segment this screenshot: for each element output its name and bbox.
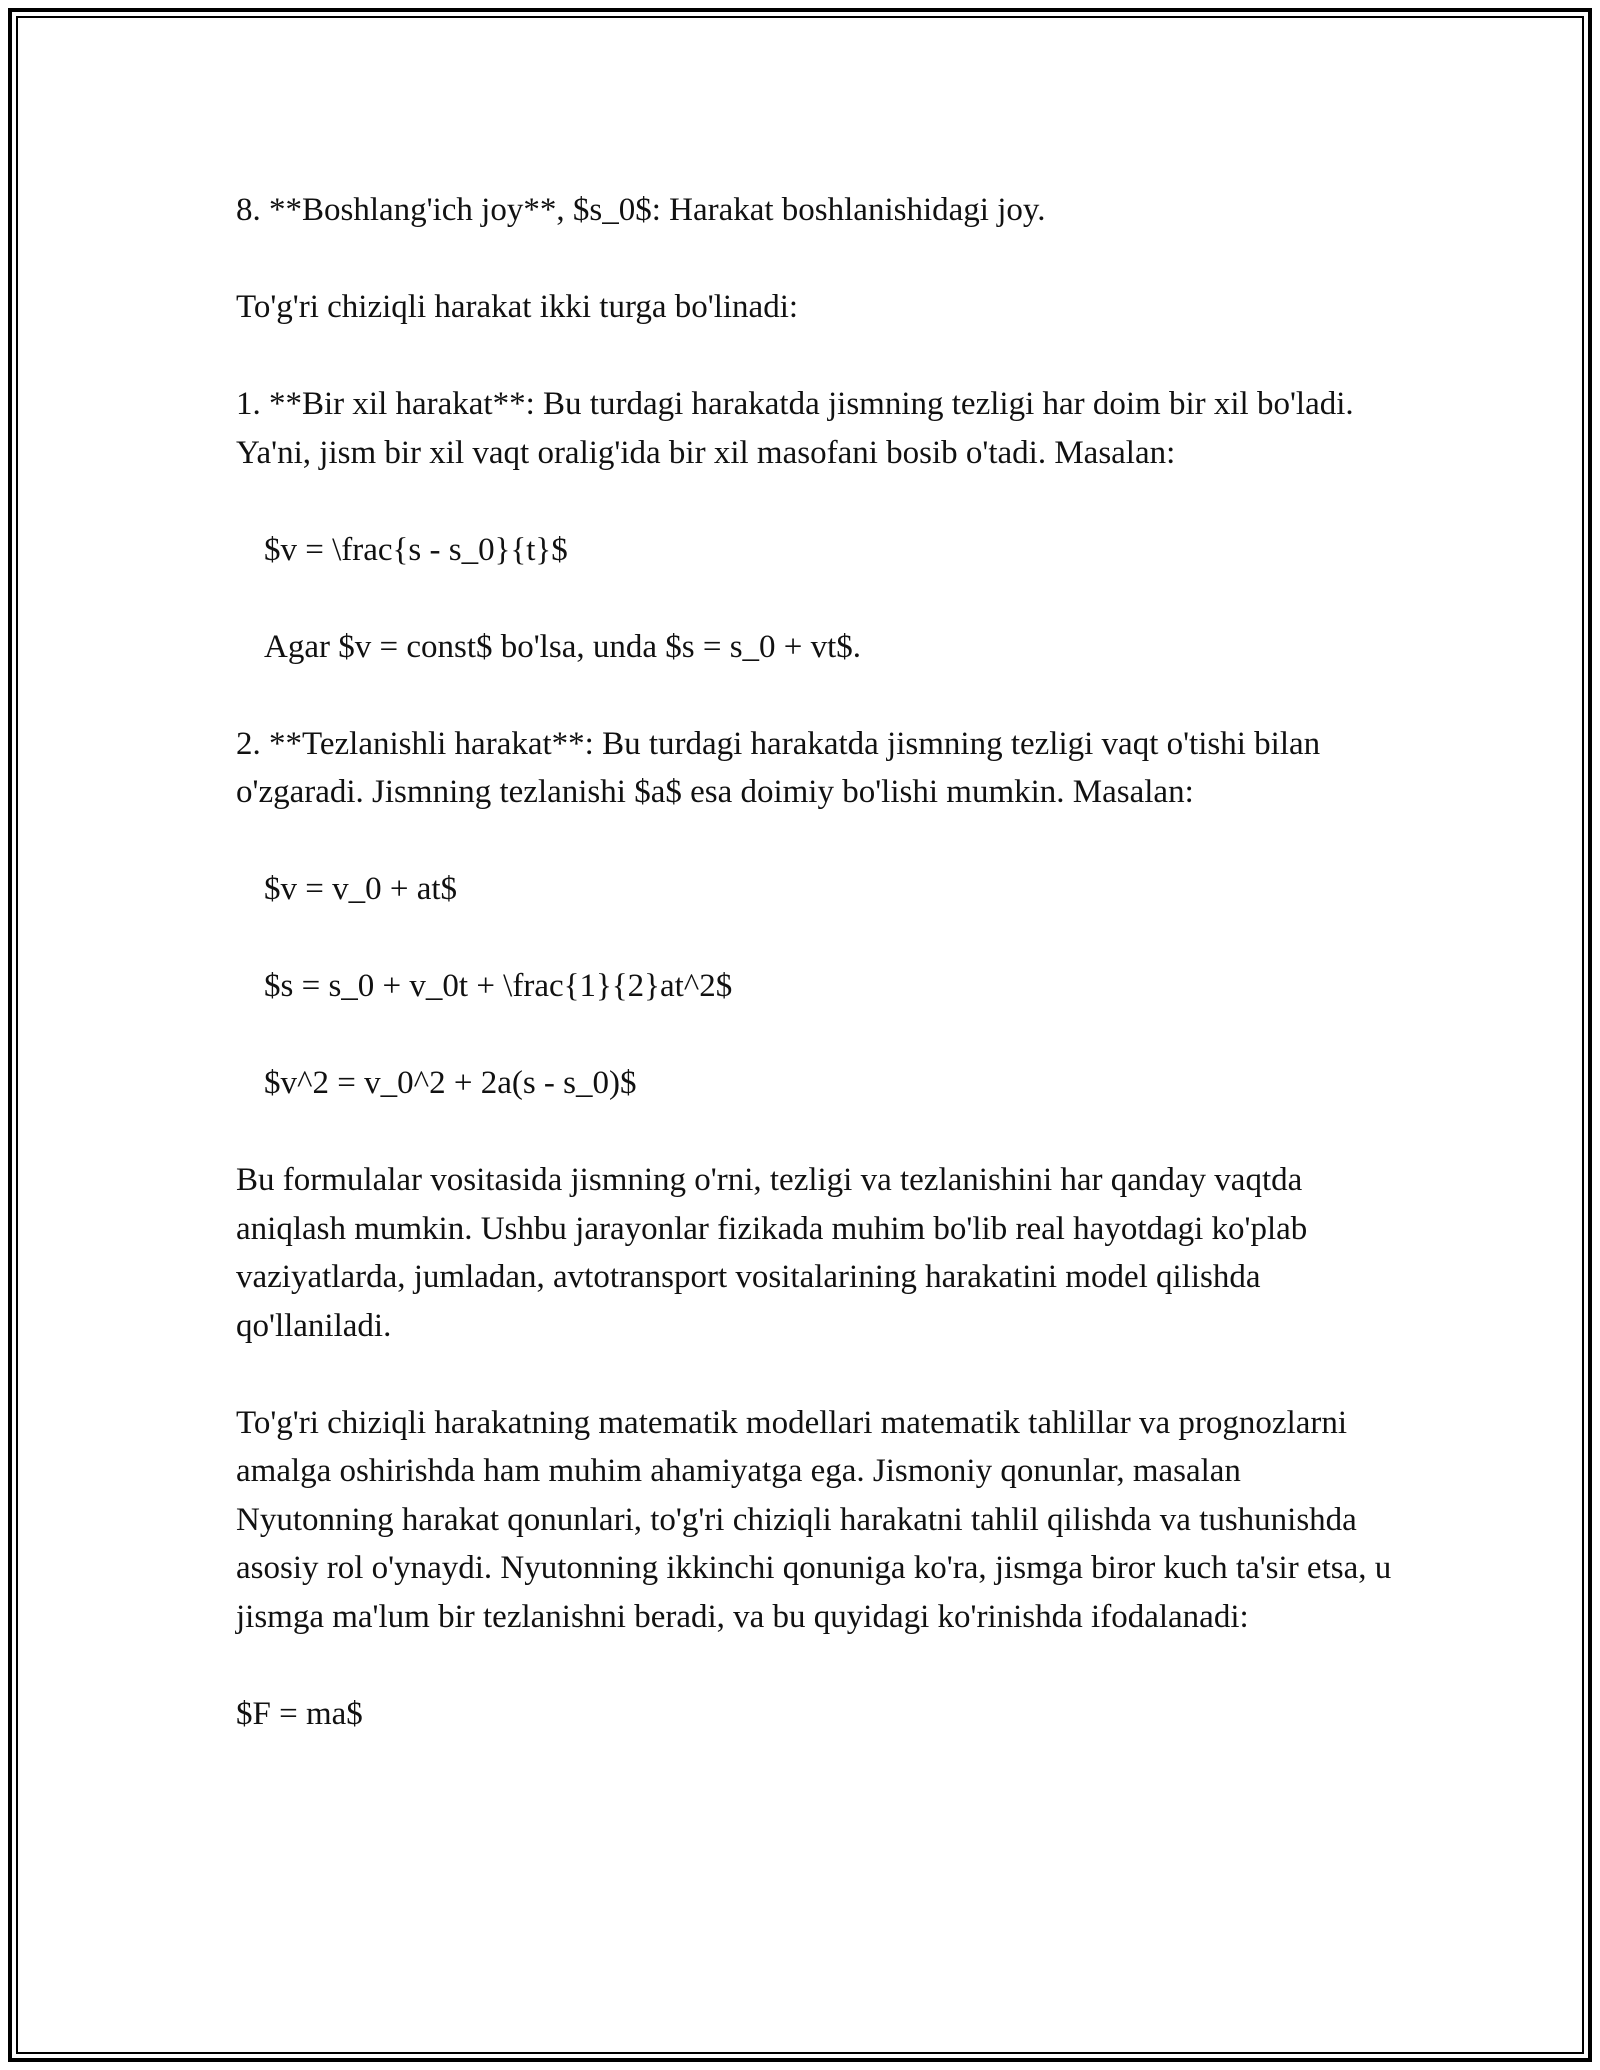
formula-position-accelerated: $s = s_0 + v_0t + \frac{1}{2}at^2$ (264, 968, 733, 1004)
paragraph-newton-laws: To'g'ri chiziqli harakatning matematik modellari matematik tahlillar va prognozlarni amalga oshirishda ham muhim ahamiyatga ega. Jismoniy qonunlar, masalan Nyutonning harakat qonunlari, to'g'ri chiziqli harakatni tahlil qilishda va tushunishda asosiy rol o'ynaydi. Nyutonning ikkinchi qonuniga ko'ra, jismga biror kuch ta'sir etsa, u jismga ma'lum bir tezlanishni beradi, va bu quyidagi ko'rinishda ifodalanadi: (236, 1404, 1392, 1635)
paragraph-formula-usage: Bu formulalar vositasida jismning o'rni, tezligi va tezlanishini har qanday vaqtda aniqlash mumkin. Ushbu jarayonlar fizikada muhim bo'lib real hayotdagi ko'plab vaziyatlarda, jumladan, avtotransport vositalarining harakatini model qilishda qo'llaniladi. (236, 1162, 1308, 1344)
paragraph-accelerated-motion: 2. **Tezlanishli harakat**: Bu turdagi harakatda jismning tezligi vaqt o'tishi bilan o'zgaradi. Jismning tezlanishi $a$ esa doimiy bo'lishi mumkin. Masalan: (236, 725, 1321, 810)
paragraph-initial-position: 8. **Boshlang'ich joy**, $s_0$: Harakat boshlanishidagi joy. (236, 192, 1046, 228)
paragraph-motion-types-intro: To'g'ri chiziqli harakat ikki turga bo'linadi: (236, 289, 799, 325)
formula-newton-second-law: $F = ma$ (236, 1695, 363, 1732)
formula-velocity-squared: $v^2 = v_0^2 + 2a(s - s_0)$ (264, 1065, 637, 1101)
document-body (236, 186, 1396, 1738)
formula-position-uniform: Agar $v = const$ bo'lsa, unda $s = s_0 + vt$. (264, 628, 862, 665)
paragraph-uniform-motion: 1. **Bir xil harakat**: Bu turdagi harakatda jismning tezligi har doim bir xil bo'ladi. Ya'ni, jism bir xil vaqt oralig'ida bir xil masofani bosib o'tadi. Masalan: (236, 386, 1354, 471)
formula-velocity-uniform: $v = \frac{s - s_0}{t}$ (264, 531, 568, 568)
formula-velocity-accelerated: $v = v_0 + at$ (264, 871, 458, 907)
